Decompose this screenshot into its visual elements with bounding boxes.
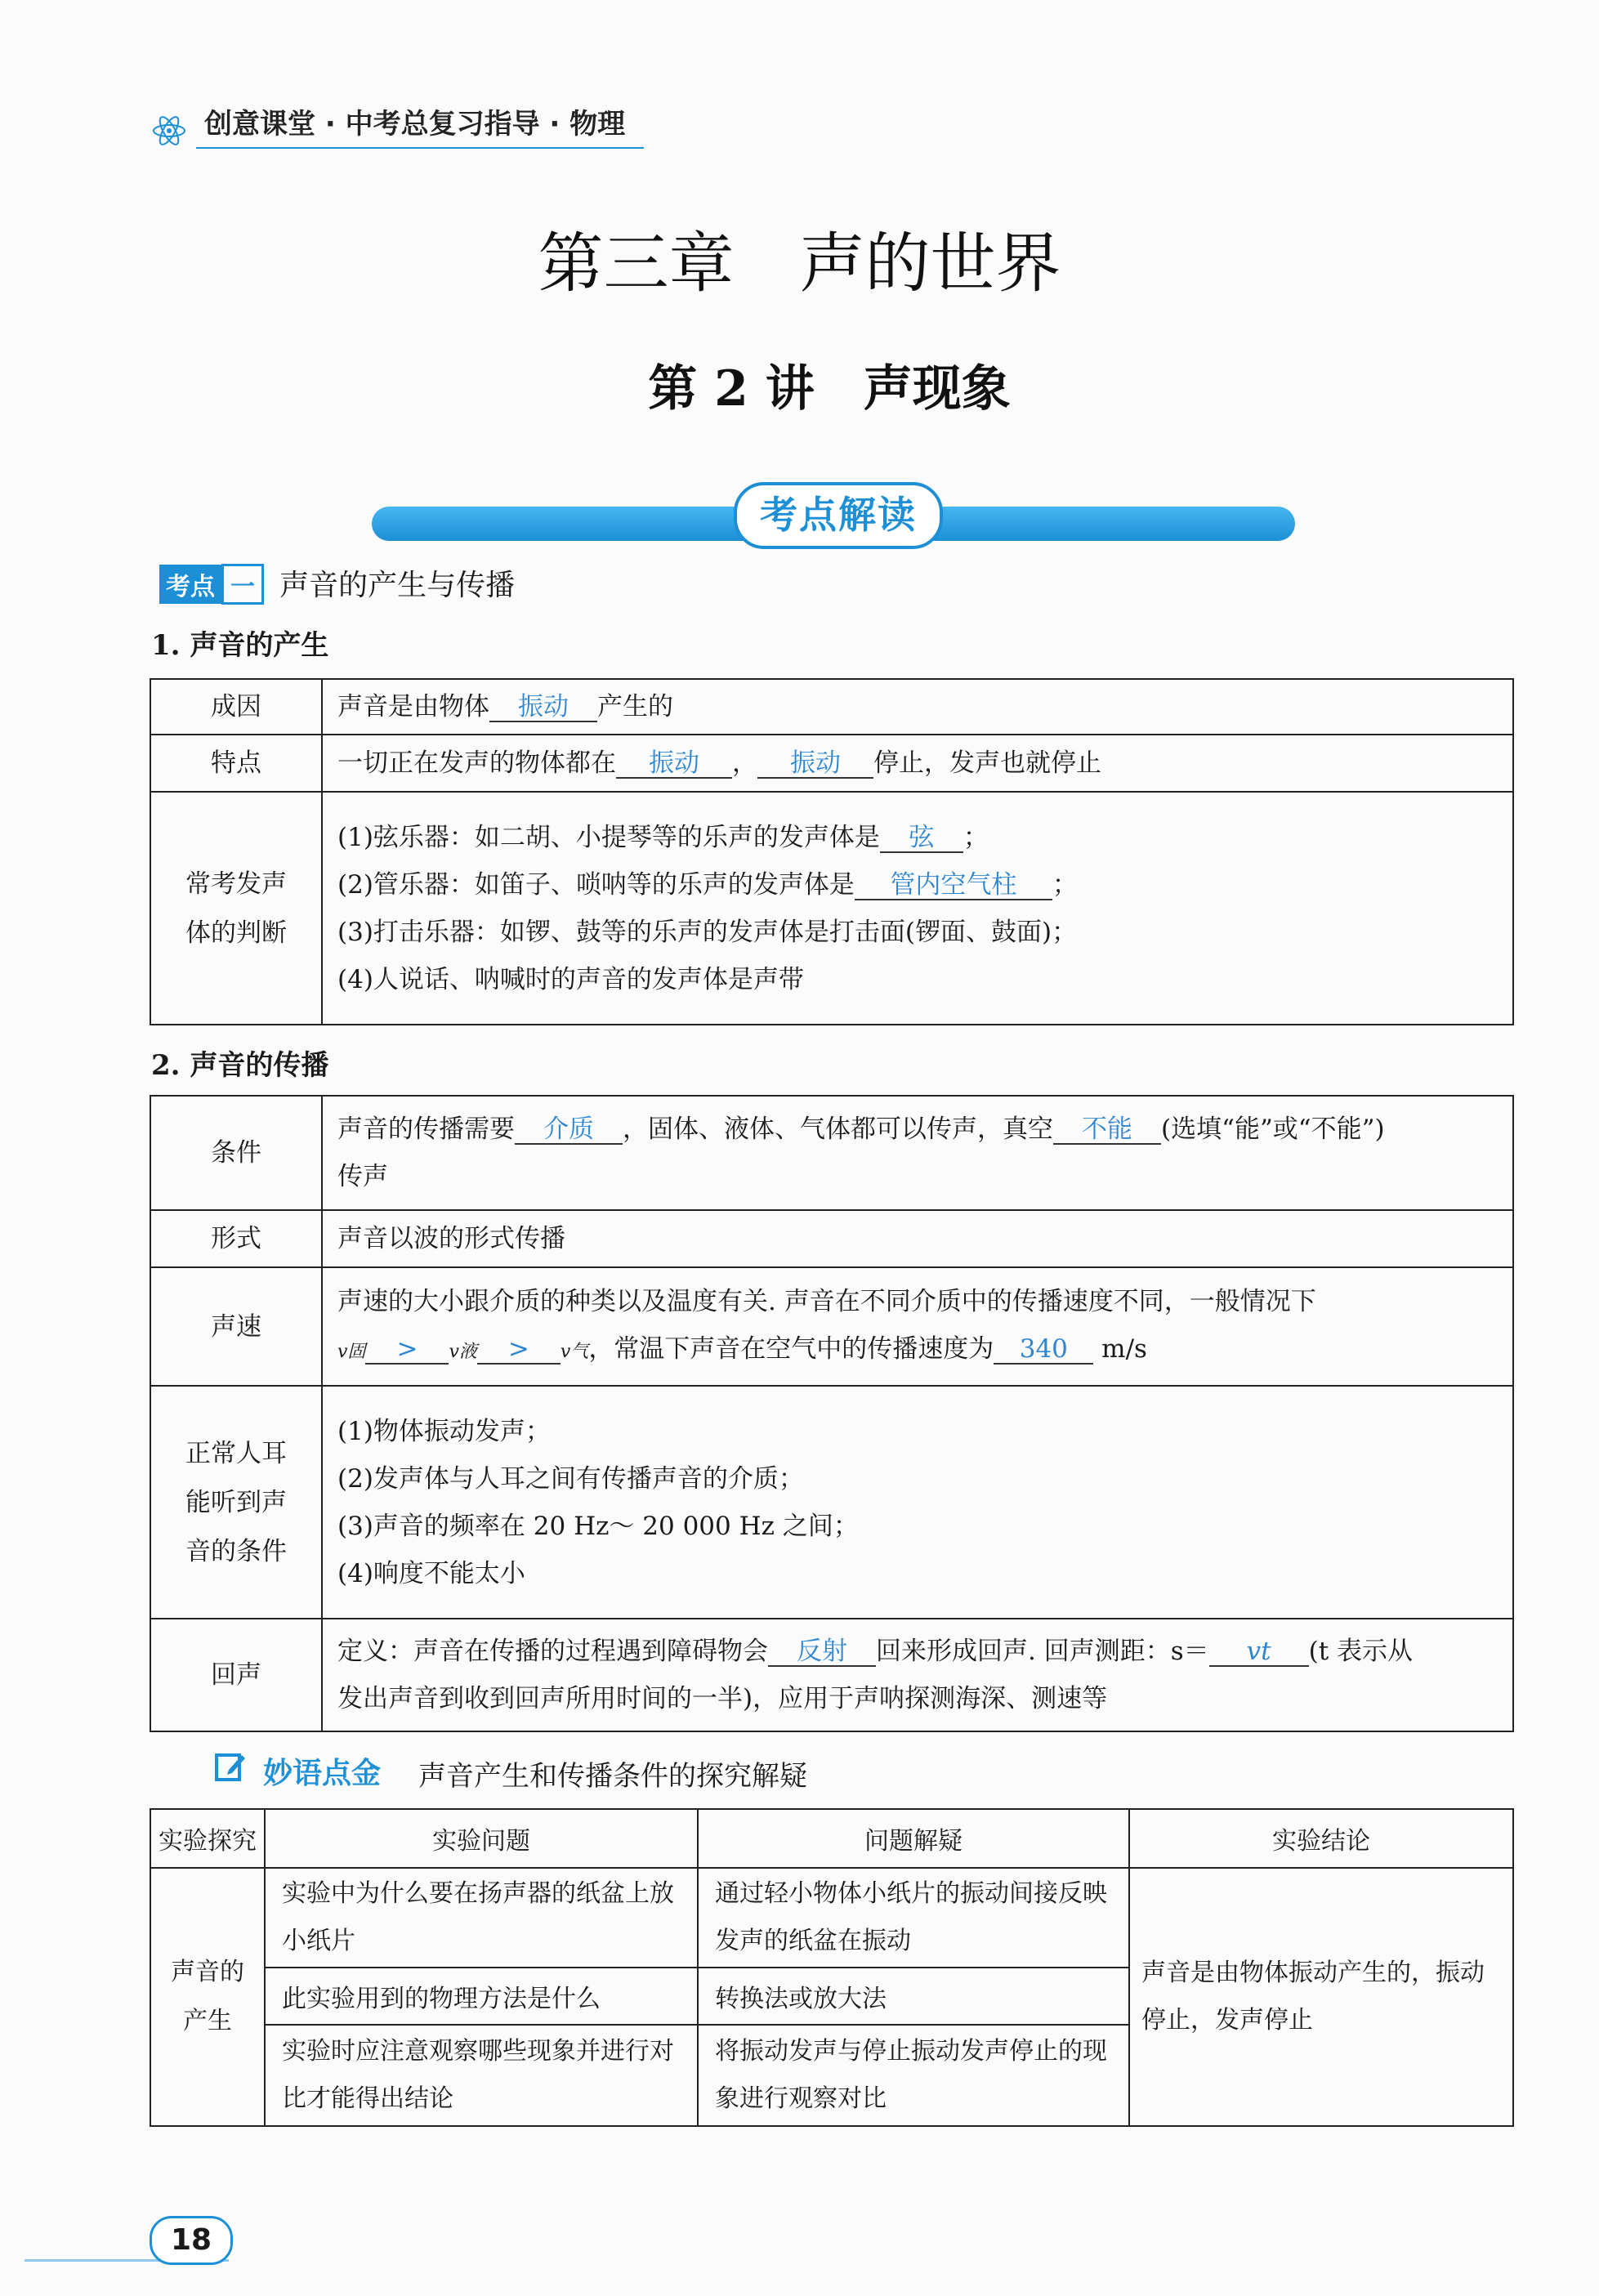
tip-subtitle: 声音产生和传播条件的探究解疑: [418, 1760, 807, 1793]
header-cell: 问题解疑: [698, 1809, 1129, 1868]
judge-cell: [322, 792, 1513, 1025]
answer-cell: 转换法或放大法: [698, 1968, 1129, 2025]
answer-fill: 振动: [616, 749, 732, 779]
answer-fill: 弦: [880, 824, 963, 853]
row-label: 常考发声体的判断: [150, 792, 322, 1025]
row-label: 成因: [150, 679, 322, 735]
tip-title: 妙语点金: [263, 1757, 382, 1790]
pencil-icon: [214, 1750, 247, 1786]
answer-fill: 振动: [489, 693, 597, 722]
header-cell: 实验探究: [150, 1809, 265, 1868]
page-number: 18: [150, 2216, 233, 2265]
answer-cell: 将振动发声与停止振动发声停止的现象进行观察对比: [698, 2025, 1129, 2126]
answer-fill: 不能: [1053, 1115, 1161, 1145]
row-label: 正常人耳能听到声音的条件: [150, 1386, 322, 1619]
section1-heading: 1. 声音的产生: [151, 629, 329, 662]
form-cell: 声音以波的形式传播: [322, 1210, 1513, 1267]
hearing-cell: (1)物体振动发声； (2)发声体与人耳之间有传播声音的介质； (3)声音的频率在 20 Hz～ 20 000 Hz 之间； (4)响度不能太小: [322, 1386, 1513, 1619]
answer-fill: 反射: [768, 1637, 876, 1667]
echo-cell: 定义：声音在传播的过程遇到障碍物会 反射 回来形成回声. 回声测距：s＝ vt (t 表示从 发出声音到收到回声所用时间的一半)，应用于声呐探测海深、测速等: [322, 1619, 1513, 1731]
production-table: [150, 678, 1514, 1025]
kaodian-label: [159, 562, 515, 605]
cause-cell: 声音是由物体 振动 产生的: [322, 679, 1513, 735]
question-cell: 实验中为什么要在扬声器的纸盆上放小纸片: [265, 1868, 698, 1968]
row-label: 形式: [150, 1210, 322, 1267]
banner-badge: 考点解读: [734, 482, 943, 549]
question-cell: 实验时应注意观察哪些现象并进行对比才能得出结论: [265, 2025, 698, 2126]
propagation-table: [150, 1095, 1514, 1732]
answer-fill: 管内空气柱: [855, 871, 1052, 900]
kaodian-title: 声音的产生与传播: [279, 569, 516, 602]
question-cell: 此实验用到的物理方法是什么: [265, 1968, 698, 2025]
answer-cell: 通过轻小物体小纸片的振动间接反映发声的纸盆在振动: [698, 1868, 1129, 1968]
chapter-title: 第三章 声的世界: [538, 226, 1061, 302]
section2-heading: 2. 声音的传播: [151, 1049, 329, 1082]
row-label: 回声: [150, 1619, 322, 1731]
running-title: 创意课堂 · 中考总复习指导 · 物理: [204, 108, 626, 141]
header-cell: 实验问题: [265, 1809, 698, 1868]
answer-fill: 介质: [515, 1115, 623, 1145]
answer-fill: >: [365, 1335, 449, 1365]
experiment-table: [150, 1808, 1514, 2127]
feature-cell: 一切正在发声的物体都在 振动 ， 振动 停止，发声也就停止: [322, 735, 1513, 792]
condition-cell: 声音的传播需要 介质 ，固体、液体、气体都可以传声，真空 不能 (选填“能”或“不能”) 传声: [322, 1096, 1513, 1210]
row-label: 声速: [150, 1267, 322, 1386]
group-label: 声音的产生: [150, 1868, 265, 2126]
kaodian-tag: 考点: [159, 565, 221, 604]
header-cell: 实验结论: [1129, 1809, 1513, 1868]
answer-fill: 340: [994, 1335, 1093, 1365]
header-rule: [196, 147, 644, 149]
judge-line: (3)打击乐器：如锣、鼓等的乐声的发声体是打击面(锣面、鼓面)；: [337, 917, 1078, 947]
judge-line: (4)人说话、呐喊时的声音的发声体是声带: [337, 964, 804, 994]
answer-fill: 振动: [757, 749, 873, 779]
answer-fill: vt: [1209, 1637, 1309, 1667]
conclusion-cell: 声音是由物体振动产生的，振动停止，发声停止: [1129, 1868, 1513, 2126]
row-label: 特点: [150, 735, 322, 792]
judge-line: (2)管乐器：如笛子、唢呐等的乐声的发声体是 管内空气柱 ；: [337, 869, 1078, 900]
row-label: 条件: [150, 1096, 322, 1210]
answer-fill: >: [477, 1335, 561, 1365]
speed-cell: 声速的大小跟介质的种类以及温度有关. 声音在不同介质中的传播速度不同，一般情况下 v固 > v液 > v气，常温下声音在空气中的传播速度为 340 m/s: [322, 1267, 1513, 1386]
lesson-title: 第 2 讲 声现象: [648, 360, 1011, 418]
judge-line: (1)弦乐器：如二胡、小提琴等的乐声的发声体是 弦 ；: [337, 822, 989, 852]
atom-icon: [151, 113, 187, 152]
kaodian-number: 一: [221, 564, 264, 605]
